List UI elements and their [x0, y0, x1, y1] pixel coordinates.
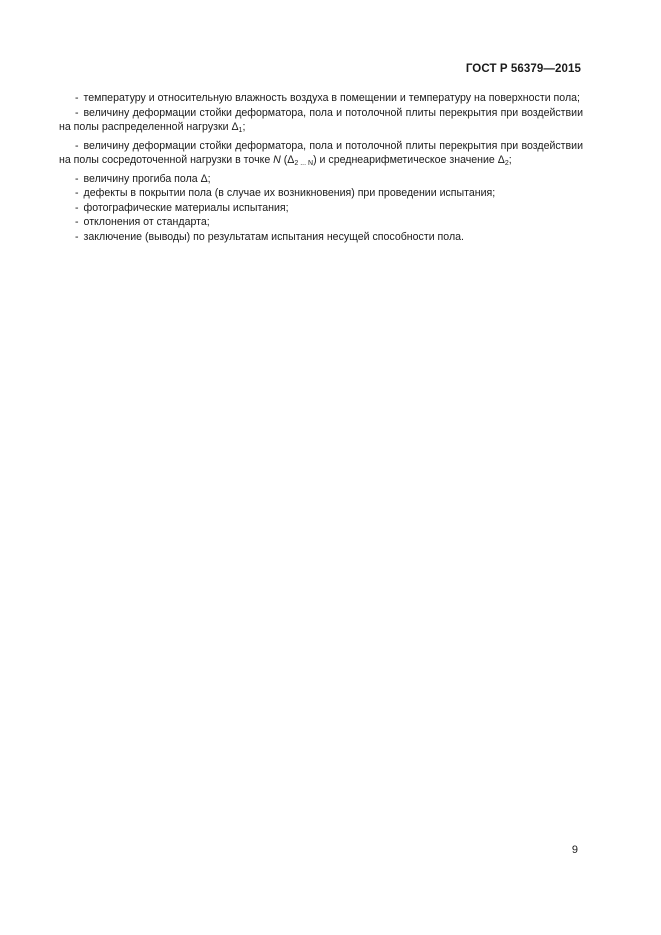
list-item: - величину прогиба пола Δ; [75, 172, 211, 185]
document-code: ГОСТ Р 56379—2015 [465, 63, 581, 75]
report-contents-list [59, 91, 583, 244]
list-item: - отклонения от стандарта; [75, 216, 210, 228]
list-item: - фотографические материалы испытания; [75, 201, 289, 214]
list-dash: - [75, 139, 79, 152]
list-dash: - [75, 172, 79, 185]
list-item: - величину деформации стойки деформатора, пола и потолочной плиты перекрытия при воздействии на полы сосредоточенной нагрузки в точке N $(\Delta_{2 ... N})$ и среднеарифметическое значение $\Delta_2$; [59, 139, 583, 167]
list-item: - величину деформации стойки деформатора, пола и потолочной плиты перекрытия при воздействии на полы распределенной нагрузки $\Delta_1$; [59, 106, 583, 134]
list-dash: - [75, 187, 79, 199]
list-dash: - [75, 92, 79, 104]
page-number: 9 [571, 844, 578, 856]
list-dash: - [75, 216, 79, 228]
list-dash: - [75, 230, 79, 243]
list-item: - дефекты в покрытии пола (в случае их возникновения) при проведении испытания; [75, 187, 496, 199]
list-item: - заключение (выводы) по результатам испытания несущей способности пола. [75, 230, 464, 243]
list-item: - температуру и относительную влажность воздуха в помещении и температуру на поверхности пола; [75, 92, 580, 104]
list-dash: - [75, 201, 79, 214]
list-dash: - [75, 106, 79, 119]
